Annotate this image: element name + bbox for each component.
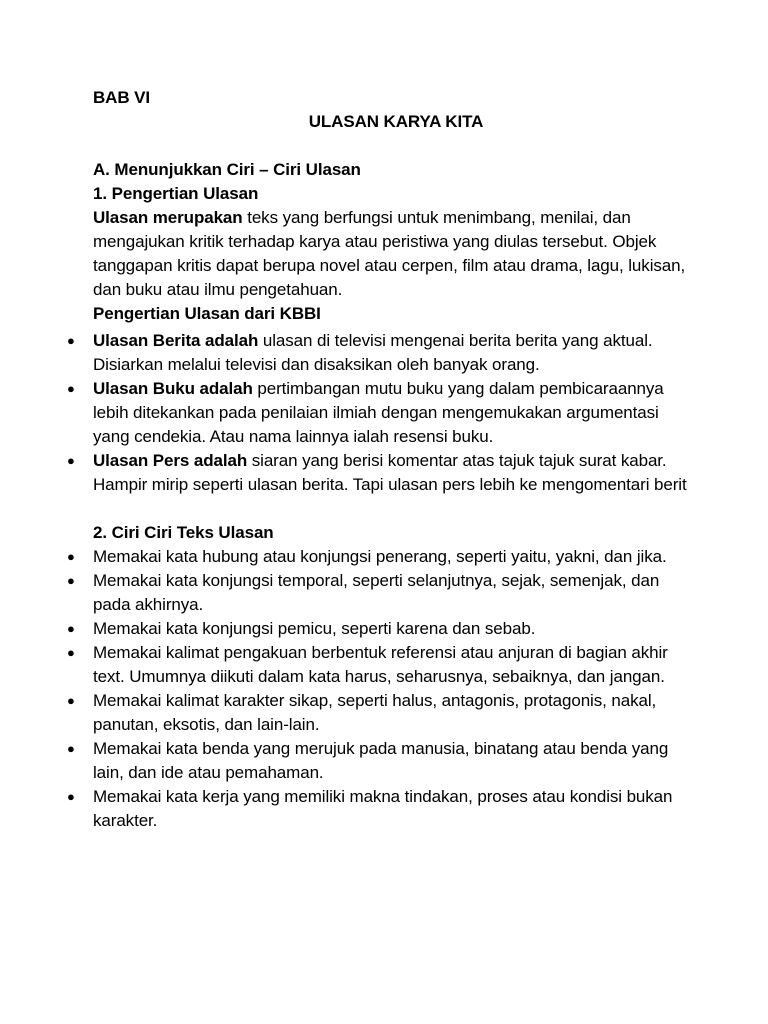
bullet-icon: ●: [67, 381, 75, 396]
list-item: [67, 641, 693, 689]
list-item-text: Memakai kata hubung atau konjungsi penerang, seperti yaitu, yakni, dan jika.: [93, 547, 667, 566]
list-item: [67, 377, 693, 449]
page-title: ULASAN KARYA KITA: [308, 112, 484, 131]
list-item-term: Ulasan Pers adalah: [93, 451, 248, 470]
list-item-text: Memakai kata benda yang merujuk pada manusia, binatang atau benda yang lain, dan ide atau pemahaman.: [93, 739, 669, 782]
list-item-term: Ulasan Buku adalah: [93, 379, 253, 398]
list-item-text: siaran yang berisi komentar atas tajuk tajuk surat kabar. Hampir mirip seperti ulasan berita. Tapi ulasan pers lebih ke mengomentari berit: [93, 451, 687, 494]
bullet-icon: ●: [67, 453, 75, 468]
section-heading-a: A. Menunjukkan Ciri – Ciri Ulasan: [93, 160, 361, 179]
list-item: [67, 329, 693, 377]
list-item-text: Memakai kalimat pengakuan berbentuk referensi atau anjuran di bagian akhir text. Umumnya diikuti dalam kata harus, seharusnya, sebaiknya, dan jangan.: [93, 643, 668, 686]
spacer: [93, 497, 693, 521]
bullet-icon: ●: [67, 621, 75, 636]
document-body: [67, 86, 693, 833]
list-item: [67, 689, 693, 737]
list-item-term: Ulasan Berita adalah: [93, 331, 259, 350]
kbbi-heading: Pengertian Ulasan dari KBBI: [93, 304, 321, 323]
list-item: [67, 545, 693, 569]
bullet-icon: ●: [67, 741, 75, 756]
list-item-text: Memakai kalimat karakter sikap, seperti halus, antagonis, protagonis, nakal, panutan, eksotis, dan lain-lain.: [93, 691, 657, 734]
ciri-list: [67, 545, 693, 833]
list-item: [67, 449, 693, 497]
definition-text: teks yang berfungsi untuk menimbang, menilai, dan mengajukan kritik terhadap karya atau peristiwa yang diulas tersebut. Objek tanggapan kritis dapat berupa novel atau cerpen, film atau drama, lagu, lukisan, dan buku atau ilmu pengetahuan.: [93, 208, 686, 299]
spacer: [93, 134, 693, 158]
bullet-icon: ●: [67, 549, 75, 564]
bullet-icon: ●: [67, 573, 75, 588]
definition-term: Ulasan merupakan: [93, 208, 243, 227]
kbbi-list: [67, 329, 693, 497]
list-item: [67, 737, 693, 785]
list-item-text: Memakai kata konjungsi temporal, seperti selanjutnya, sejak, semenjak, dan pada akhirnya.: [93, 571, 660, 614]
subsection-heading-2: 2. Ciri Ciri Teks Ulasan: [93, 523, 274, 542]
list-item-text: Memakai kata kerja yang memiliki makna tindakan, proses atau kondisi bukan karakter.: [93, 787, 673, 830]
list-item: [67, 617, 693, 641]
bullet-icon: ●: [67, 789, 75, 804]
bullet-icon: ●: [67, 645, 75, 660]
list-item: [67, 785, 693, 833]
definition-paragraph: [93, 206, 693, 302]
chapter-label: BAB VI: [93, 88, 151, 107]
subsection-heading-1: 1. Pengertian Ulasan: [93, 184, 259, 203]
bullet-icon: ●: [67, 693, 75, 708]
list-item: [67, 569, 693, 617]
list-item-text: Memakai kata konjungsi pemicu, seperti karena dan sebab.: [93, 619, 536, 638]
bullet-icon: ●: [67, 333, 75, 348]
list-item-text: pertimbangan mutu buku yang dalam pembicaraannya lebih ditekankan pada penilaian ilmiah dengan mengemukakan argumentasi yang cendekia. Atau nama lainnya ialah resensi buku.: [93, 379, 664, 446]
list-item-text: ulasan di televisi mengenai berita berita yang aktual. Disiarkan melalui televisi dan disaksikan oleh banyak orang.: [93, 331, 653, 374]
